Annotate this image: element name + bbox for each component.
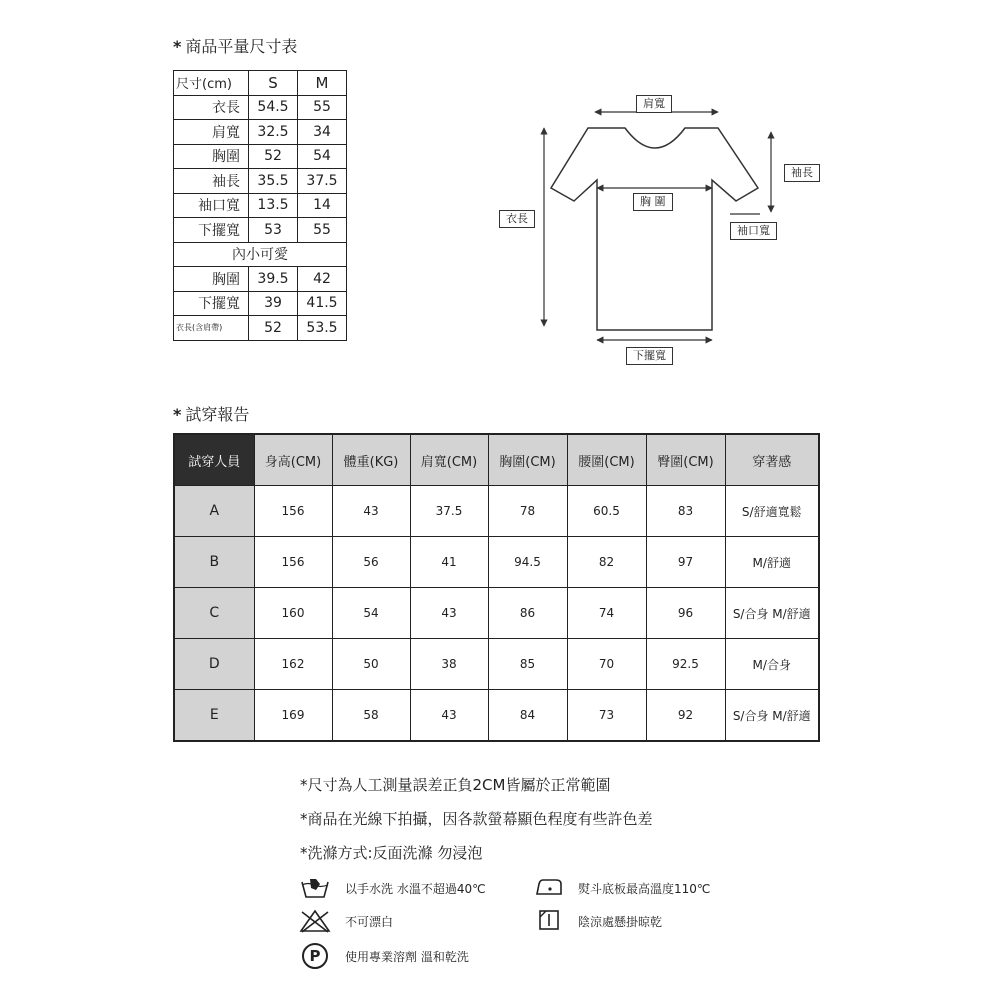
iron-text: 熨斗底板最高溫度110℃ bbox=[578, 882, 711, 896]
shoulder-label: 肩寬 bbox=[636, 95, 672, 113]
no-bleach-text: 不可漂白 bbox=[345, 915, 394, 929]
size-header-s: S bbox=[249, 71, 298, 96]
title-star: * bbox=[173, 405, 182, 424]
tryon-cell: 160 bbox=[254, 588, 332, 639]
tryon-header-cell: 臀圍(CM) bbox=[646, 434, 725, 486]
tryon-cell: 37.5 bbox=[410, 486, 488, 537]
tryon-cell: 156 bbox=[254, 486, 332, 537]
tryon-cell: 156 bbox=[254, 537, 332, 588]
tryon-cell: 162 bbox=[254, 639, 332, 690]
tryon-cell: 43 bbox=[410, 588, 488, 639]
size-row-label: 袖口寬 bbox=[174, 193, 249, 218]
size-section-title-text: 商品平量尺寸表 bbox=[185, 37, 298, 56]
tryon-cell: 97 bbox=[646, 537, 725, 588]
hem-label: 下擺寬 bbox=[626, 347, 673, 365]
garment-diagram bbox=[0, 0, 1000, 400]
tryon-cell: 78 bbox=[488, 486, 567, 537]
tryon-header-cell: 腰圍(CM) bbox=[567, 434, 646, 486]
note-color: *商品在光線下拍攝，因各款螢幕顯色程度有些許色差 bbox=[300, 810, 653, 828]
size-row-s: 32.5 bbox=[249, 120, 298, 145]
size-row-m: 34 bbox=[298, 120, 347, 145]
size-row-m: 54 bbox=[298, 144, 347, 169]
size-row-label: 下擺寬 bbox=[174, 218, 249, 243]
size-inner-label: 下擺寬 bbox=[174, 291, 249, 316]
tryon-cell: 58 bbox=[332, 690, 410, 742]
tryon-cell: 96 bbox=[646, 588, 725, 639]
size-inner-m: 42 bbox=[298, 267, 347, 292]
tryon-row bbox=[174, 486, 819, 537]
size-row-m: 55 bbox=[298, 218, 347, 243]
size-header-m: M bbox=[298, 71, 347, 96]
tryon-cell: 56 bbox=[332, 537, 410, 588]
tryon-cell: 54 bbox=[332, 588, 410, 639]
tryon-person: C bbox=[174, 588, 254, 639]
tryon-row bbox=[174, 639, 819, 690]
size-inner-m: 41.5 bbox=[298, 291, 347, 316]
hand-wash-text: 以手水洗 水溫不超過40℃ bbox=[345, 882, 486, 896]
size-subheader: 內小可愛 bbox=[174, 242, 347, 267]
dry-shade-text: 陰涼處懸掛晾乾 bbox=[578, 915, 663, 929]
tryon-cell: 60.5 bbox=[567, 486, 646, 537]
tryon-cell: 85 bbox=[488, 639, 567, 690]
tryon-cell: M/舒適 bbox=[725, 537, 819, 588]
sleeve-length-label: 袖長 bbox=[784, 164, 820, 182]
tryon-header-cell: 身高(CM) bbox=[254, 434, 332, 486]
tryon-cell: 43 bbox=[410, 690, 488, 742]
tryon-person: B bbox=[174, 537, 254, 588]
note-measurement: *尺寸為人工測量誤差正負2CM皆屬於正常範圍 bbox=[300, 776, 611, 794]
tryon-row bbox=[174, 537, 819, 588]
tryon-header-cell: 試穿人員 bbox=[174, 434, 254, 486]
tryon-section-title-text: 試穿報告 bbox=[185, 405, 250, 424]
no-bleach-icon bbox=[298, 909, 332, 933]
size-row-s: 53 bbox=[249, 218, 298, 243]
tryon-cell: 74 bbox=[567, 588, 646, 639]
tryon-header-cell: 胸圍(CM) bbox=[488, 434, 567, 486]
size-header-unit: 尺寸(cm) bbox=[174, 71, 249, 96]
tryon-cell: 43 bbox=[332, 486, 410, 537]
size-inner-s: 39 bbox=[249, 291, 298, 316]
cuff-label: 袖口寬 bbox=[730, 222, 777, 240]
length-label: 衣長 bbox=[499, 210, 535, 228]
size-inner-label: 衣長(含肩帶) bbox=[174, 316, 249, 341]
tryon-cell: 86 bbox=[488, 588, 567, 639]
tryon-cell: 50 bbox=[332, 639, 410, 690]
size-row-m: 14 bbox=[298, 193, 347, 218]
tryon-section-title bbox=[173, 402, 249, 425]
tryon-header-cell: 肩寬(CM) bbox=[410, 434, 488, 486]
tryon-cell: S/舒適寬鬆 bbox=[725, 486, 819, 537]
tryon-cell: 169 bbox=[254, 690, 332, 742]
size-row-s: 13.5 bbox=[249, 193, 298, 218]
size-inner-label: 胸圍 bbox=[174, 267, 249, 292]
tryon-table bbox=[173, 433, 820, 742]
tryon-cell: 84 bbox=[488, 690, 567, 742]
note-washing: *洗滌方式:反面洗滌 勿浸泡 bbox=[300, 844, 483, 862]
size-row-s: 52 bbox=[249, 144, 298, 169]
tryon-cell: 73 bbox=[567, 690, 646, 742]
chest-label: 胸 圍 bbox=[633, 193, 673, 211]
size-inner-s: 39.5 bbox=[249, 267, 298, 292]
tryon-row bbox=[174, 690, 819, 742]
size-row-label: 衣長 bbox=[174, 95, 249, 120]
size-row-s: 54.5 bbox=[249, 95, 298, 120]
tryon-person: A bbox=[174, 486, 254, 537]
tryon-cell: 38 bbox=[410, 639, 488, 690]
tryon-cell: 70 bbox=[567, 639, 646, 690]
tryon-cell: 83 bbox=[646, 486, 725, 537]
dry-shade-icon bbox=[538, 909, 560, 931]
tryon-cell: 92.5 bbox=[646, 639, 725, 690]
title-star: * bbox=[173, 37, 182, 56]
tryon-header-row bbox=[174, 434, 819, 486]
tryon-person: D bbox=[174, 639, 254, 690]
iron-icon bbox=[534, 876, 564, 898]
hand-wash-icon bbox=[300, 876, 330, 900]
tryon-cell: 92 bbox=[646, 690, 725, 742]
tryon-row bbox=[174, 588, 819, 639]
tryon-header-cell: 體重(KG) bbox=[332, 434, 410, 486]
size-row-m: 37.5 bbox=[298, 169, 347, 194]
garment-diagram-svg bbox=[0, 0, 1000, 400]
size-row-label: 胸圍 bbox=[174, 144, 249, 169]
tryon-cell: S/合身 M/舒適 bbox=[725, 588, 819, 639]
size-row-s: 35.5 bbox=[249, 169, 298, 194]
tryon-cell: 41 bbox=[410, 537, 488, 588]
tryon-cell: 94.5 bbox=[488, 537, 567, 588]
dry-clean-text: 使用專業溶劑 溫和乾洗 bbox=[345, 950, 469, 964]
size-row-m: 55 bbox=[298, 95, 347, 120]
size-inner-m: 53.5 bbox=[298, 316, 347, 341]
tryon-header-cell: 穿著感 bbox=[725, 434, 819, 486]
size-row-label: 肩寬 bbox=[174, 120, 249, 145]
dry-clean-icon: P bbox=[302, 943, 328, 969]
tryon-cell: 82 bbox=[567, 537, 646, 588]
tryon-cell: M/合身 bbox=[725, 639, 819, 690]
size-row-label: 袖長 bbox=[174, 169, 249, 194]
tryon-cell: S/合身 M/舒適 bbox=[725, 690, 819, 742]
tryon-person: E bbox=[174, 690, 254, 742]
tshirt-outline bbox=[551, 128, 758, 330]
size-inner-s: 52 bbox=[249, 316, 298, 341]
